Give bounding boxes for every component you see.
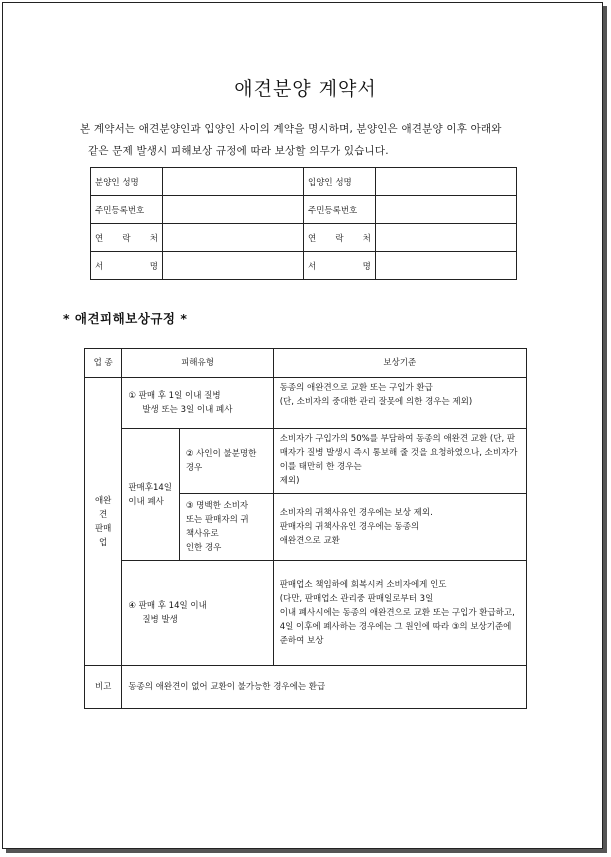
party-info-table bbox=[90, 167, 517, 280]
criteria-2 bbox=[273, 429, 526, 494]
seller-contact-field[interactable] bbox=[162, 224, 303, 252]
table-row bbox=[85, 429, 527, 494]
group-text: 이내 폐사 bbox=[128, 496, 164, 507]
label-char: 서 bbox=[95, 261, 104, 272]
buyer-signature-label bbox=[303, 252, 375, 280]
table-row bbox=[91, 196, 517, 224]
criteria-3 bbox=[273, 494, 526, 561]
damage-type-text: 책사유로 bbox=[185, 529, 219, 539]
note-label: 비고 bbox=[85, 666, 122, 709]
damage-type-1 bbox=[122, 378, 273, 429]
buyer-signature-field[interactable] bbox=[375, 252, 516, 280]
criteria-text: (단, 소비자의 중대한 관리 잘못에 의한 경우는 제외) bbox=[279, 397, 473, 407]
seller-name-label: 분양인 성명 bbox=[91, 168, 163, 196]
label-char: 처 bbox=[149, 233, 158, 244]
buyer-name-label: 입양인 성명 bbox=[303, 168, 375, 196]
criteria-text: 판매업소 책임하에 회복시켜 소비자에게 인도 bbox=[279, 580, 447, 590]
damage-type-text: 발생 또는 3일 이내 폐사 bbox=[142, 405, 233, 415]
section-heading: * 애견피해보상규정 * bbox=[63, 311, 188, 326]
buyer-contact-label bbox=[303, 224, 375, 252]
criteria-text: 제외) bbox=[279, 476, 300, 486]
buyer-id-label: 주민등록번호 bbox=[303, 196, 375, 224]
criteria-text: 애완견으로 교환 bbox=[279, 536, 340, 546]
criteria-text: 소비자의 귀책사유인 경우에는 보상 제외. bbox=[279, 508, 433, 518]
table-row bbox=[91, 252, 517, 280]
group-text: 판매후14일 bbox=[128, 482, 172, 493]
label-char: 락 bbox=[122, 233, 131, 244]
damage-type-text: ① 판매 후 1일 이내 질병 bbox=[128, 391, 221, 401]
damage-type-text: 또는 판매자의 귀 bbox=[185, 515, 249, 525]
industry-cell bbox=[85, 378, 122, 666]
label-char: 명 bbox=[362, 261, 371, 272]
header-damage-type: 피해유형 bbox=[122, 349, 273, 378]
industry-line: 애완견 bbox=[94, 495, 112, 520]
note-text: 동종의 애완견이 없어 교환이 불가능한 경우에는 환급 bbox=[122, 666, 527, 709]
damage-type-3 bbox=[179, 494, 273, 561]
header-criteria: 보상기준 bbox=[273, 349, 526, 378]
criteria-1 bbox=[273, 378, 526, 429]
criteria-text: 동종의 애완견으로 교환 또는 구입가 환급 bbox=[279, 383, 433, 393]
table-header-row bbox=[85, 349, 527, 378]
seller-id-label: 주민등록번호 bbox=[91, 196, 163, 224]
seller-signature-field[interactable] bbox=[162, 252, 303, 280]
label-char: 처 bbox=[362, 233, 371, 244]
damage-type-2: ② 사인이 불분명한 경우 bbox=[179, 429, 273, 494]
table-row bbox=[85, 378, 527, 429]
seller-contact-label bbox=[91, 224, 163, 252]
damage-type-text: ③ 명백한 소비자 bbox=[185, 501, 249, 511]
label-char: 연 bbox=[307, 233, 317, 244]
damage-type-4 bbox=[122, 561, 273, 666]
buyer-id-field[interactable] bbox=[375, 196, 516, 224]
within-14-days-group bbox=[122, 429, 180, 561]
criteria-text: 소비자가 구입가의 50%를 부담하여 동종의 애완견 교환 (단, 판매자가 질병 발생시 즉시 통보해 줄 것을 요청하였으나, 소비자가 이를 태만히 한 경우는 bbox=[279, 434, 518, 472]
header-industry: 업 종 bbox=[85, 349, 122, 378]
damage-type-text: 인한 경우 bbox=[185, 543, 222, 553]
buyer-contact-field[interactable] bbox=[375, 224, 516, 252]
seller-name-field[interactable] bbox=[162, 168, 303, 196]
table-row bbox=[85, 561, 527, 666]
industry-line: 판매업 bbox=[94, 523, 112, 548]
table-row bbox=[85, 666, 527, 709]
seller-signature-label bbox=[91, 252, 163, 280]
label-char: 락 bbox=[335, 233, 344, 244]
intro-paragraph bbox=[80, 118, 560, 162]
damage-type-text: ④ 판매 후 14일 이내 bbox=[128, 601, 207, 611]
criteria-text: (다만, 판매업소 관리중 판매일로부터 3일 bbox=[279, 594, 434, 604]
document-title: 애견분양 계약서 bbox=[234, 78, 377, 100]
table-row bbox=[91, 168, 517, 196]
label-char: 명 bbox=[149, 261, 158, 272]
label-char: 연 bbox=[95, 233, 104, 244]
intro-line-2: 같은 문제 발생시 피해보상 규정에 따라 보상할 의무가 있습니다. bbox=[88, 145, 389, 157]
criteria-text: 판매자의 귀책사유인 경우에는 동종의 bbox=[279, 522, 420, 532]
buyer-name-field[interactable] bbox=[375, 168, 516, 196]
compensation-table bbox=[84, 348, 527, 709]
criteria-4 bbox=[273, 561, 526, 666]
seller-id-field[interactable] bbox=[162, 196, 303, 224]
criteria-text: 이내 폐사시에는 동종의 애완견으로 교환 또는 구입가 환급하고, 4일 이후에 폐사하는 경우에는 그 원인에 따라 ③의 보상기준에 준하여 보상 bbox=[279, 608, 515, 646]
intro-line-1: 본 계약서는 애견분양인과 입양인 사이의 계약을 명시하며, 분양인은 애견분양 이후 아래와 bbox=[80, 123, 502, 135]
table-row bbox=[91, 224, 517, 252]
label-char: 서 bbox=[307, 261, 317, 272]
damage-type-text: 질병 발생 bbox=[142, 615, 178, 625]
